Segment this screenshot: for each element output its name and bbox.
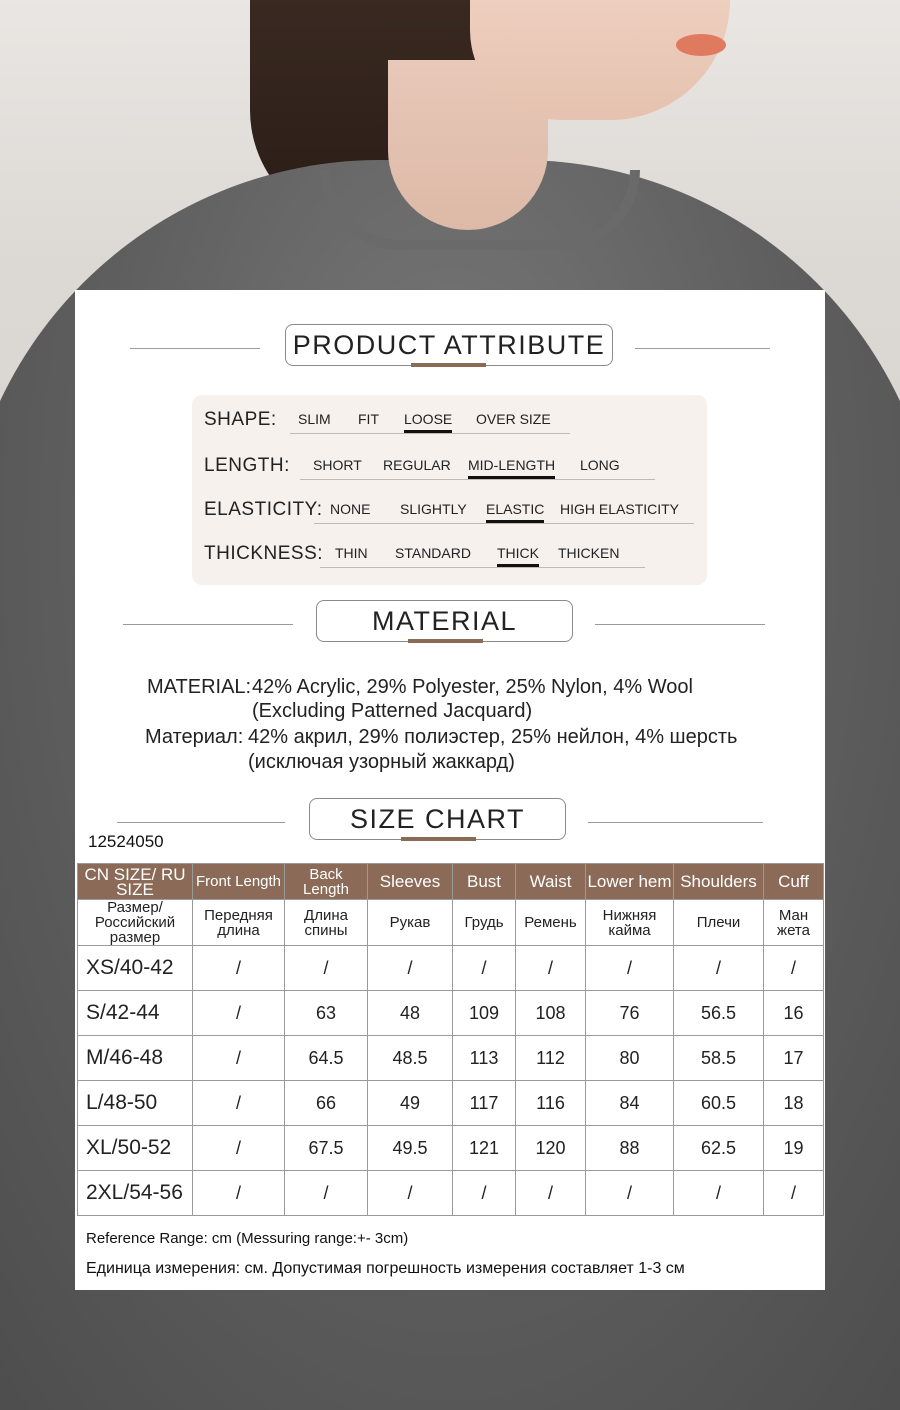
- measure-cell: 60.5: [674, 1081, 764, 1126]
- header-cell-ru: Передняя длина: [193, 900, 285, 946]
- size-rows: [78, 946, 824, 1216]
- table-row: [78, 1036, 824, 1081]
- size-label-cell: XL/50-52: [78, 1126, 193, 1171]
- measure-cell: 112: [516, 1036, 586, 1081]
- header-cell-ru: Ман жета: [764, 900, 824, 946]
- header-cell-ru: Ремень: [516, 900, 586, 946]
- size-chart-header: [75, 798, 825, 848]
- measure-cell: /: [368, 1171, 453, 1216]
- measure-cell: /: [285, 1171, 368, 1216]
- table-row: [78, 991, 824, 1036]
- attr-row-shape: [192, 409, 707, 439]
- lips: [676, 34, 726, 56]
- size-label-cell: S/42-44: [78, 991, 193, 1036]
- measure-cell: /: [193, 946, 285, 991]
- measure-cell: 58.5: [674, 1036, 764, 1081]
- header-cell: Cuff: [764, 864, 824, 900]
- measure-cell: 113: [453, 1036, 516, 1081]
- measure-cell: /: [193, 1036, 285, 1081]
- measure-cell: /: [193, 1171, 285, 1216]
- header-cell: Sleeves: [368, 864, 453, 900]
- measure-cell: /: [674, 946, 764, 991]
- size-label-cell: 2XL/54-56: [78, 1171, 193, 1216]
- material-en-note: (Excluding Patterned Jacquard): [252, 700, 533, 722]
- header-cell-ru: Грудь: [453, 900, 516, 946]
- reference-note-ru: Единица измерения: см. Допустимая погрешность измерения составляет 1-3 см: [86, 1260, 685, 1277]
- measure-cell: /: [193, 1081, 285, 1126]
- length-label: LENGTH:: [204, 455, 290, 476]
- attr-row-thickness: [192, 543, 707, 573]
- measure-cell: /: [674, 1171, 764, 1216]
- divider-right: [635, 348, 770, 349]
- measure-cell: 109: [453, 991, 516, 1036]
- measure-cell: 48.5: [368, 1036, 453, 1081]
- elasticity-option: SLIGHTLY: [400, 501, 467, 517]
- measure-cell: /: [285, 946, 368, 991]
- thickness-option: STANDARD: [395, 545, 471, 561]
- header-row-en: [78, 864, 824, 900]
- length-option-selected: MID-LENGTH: [468, 457, 556, 473]
- elasticity-option-selected: ELASTIC: [486, 501, 545, 517]
- thickness-option-selected: THICK: [497, 545, 539, 561]
- header-cell: Bust: [453, 864, 516, 900]
- title-accent: [408, 639, 483, 643]
- measure-cell: 49.5: [368, 1126, 453, 1171]
- reference-note-en: Reference Range: cm (Messuring range:+- 3cm): [86, 1230, 409, 1247]
- size-label-cell: XS/40-42: [78, 946, 193, 991]
- shape-option: SLIM: [298, 411, 331, 427]
- measure-cell: /: [764, 946, 824, 991]
- material-en-text: 42% Acrylic, 29% Polyester, 25% Nylon, 4% Wool: [252, 676, 693, 698]
- measure-cell: /: [193, 991, 285, 1036]
- measure-cell: 18: [764, 1081, 824, 1126]
- measure-cell: 63: [285, 991, 368, 1036]
- measure-cell: /: [764, 1171, 824, 1216]
- product-code: 12524050: [88, 832, 164, 851]
- thickness-label: THICKNESS:: [204, 543, 324, 564]
- measure-cell: 66: [285, 1081, 368, 1126]
- measure-cell: 84: [586, 1081, 674, 1126]
- attribute-panel: [192, 395, 707, 585]
- measure-cell: 117: [453, 1081, 516, 1126]
- title-accent: [401, 837, 476, 841]
- shape-option: FIT: [358, 411, 379, 427]
- measure-cell: /: [586, 946, 674, 991]
- table-row: [78, 1171, 824, 1216]
- material-header: [75, 600, 825, 650]
- measure-cell: 62.5: [674, 1126, 764, 1171]
- measure-cell: 19: [764, 1126, 824, 1171]
- product-attribute-header: [75, 324, 825, 374]
- header-cell-ru: Плечи: [674, 900, 764, 946]
- product-attribute-title: PRODUCT ATTRIBUTE: [285, 324, 613, 366]
- shape-option: OVER SIZE: [476, 411, 551, 427]
- table-row: [78, 1126, 824, 1171]
- table-row: [78, 946, 824, 991]
- header-cell: Lower hem: [586, 864, 674, 900]
- length-option: SHORT: [313, 457, 362, 473]
- measure-cell: 88: [586, 1126, 674, 1171]
- length-option: REGULAR: [383, 457, 451, 473]
- length-option: LONG: [580, 457, 620, 473]
- size-label-cell: L/48-50: [78, 1081, 193, 1126]
- measure-cell: 48: [368, 991, 453, 1036]
- shape-option-selected: LOOSE: [404, 411, 453, 427]
- header-row-ru: [78, 900, 824, 946]
- elasticity-option: HIGH ELASTICITY: [560, 501, 680, 517]
- material-ru-note: (исключая узорный жаккард): [248, 751, 515, 773]
- info-card: [75, 290, 825, 1290]
- header-cell: Back Length: [285, 864, 368, 900]
- header-cell: CN SIZE/ RU SIZE: [78, 864, 193, 900]
- measure-cell: 64.5: [285, 1036, 368, 1081]
- measure-cell: 17: [764, 1036, 824, 1081]
- measure-cell: /: [368, 946, 453, 991]
- elasticity-label: ELASTICITY:: [204, 499, 323, 520]
- measure-cell: /: [516, 1171, 586, 1216]
- material-en-label: MATERIAL:: [147, 676, 252, 698]
- material-ru-label: Материал:: [145, 726, 244, 748]
- divider-left: [130, 348, 260, 349]
- shape-label: SHAPE:: [204, 409, 277, 430]
- title-accent: [411, 363, 486, 367]
- measure-cell: /: [453, 946, 516, 991]
- measure-cell: /: [516, 946, 586, 991]
- measure-cell: /: [193, 1126, 285, 1171]
- header-cell: Waist: [516, 864, 586, 900]
- size-label-cell: M/46-48: [78, 1036, 193, 1081]
- attr-row-elasticity: [192, 499, 707, 529]
- header-cell-ru: Длина спины: [285, 900, 368, 946]
- face: [470, 0, 730, 120]
- measure-cell: 49: [368, 1081, 453, 1126]
- header-cell-ru: Размер/ Российский размер: [78, 900, 193, 946]
- thickness-option: THIN: [335, 545, 368, 561]
- measure-cell: 116: [516, 1081, 586, 1126]
- material-title: MATERIAL: [316, 600, 573, 642]
- table-row: [78, 1081, 824, 1126]
- header-cell: Shoulders: [674, 864, 764, 900]
- measure-cell: 80: [586, 1036, 674, 1081]
- measure-cell: 108: [516, 991, 586, 1036]
- header-cell-ru: Нижняя кайма: [586, 900, 674, 946]
- measure-cell: 121: [453, 1126, 516, 1171]
- header-cell-ru: Рукав: [368, 900, 453, 946]
- size-chart-title: SIZE CHART: [309, 798, 566, 840]
- measure-cell: /: [586, 1171, 674, 1216]
- header-cell: Front Length: [193, 864, 285, 900]
- sweater-collar: [320, 170, 640, 250]
- elasticity-option: NONE: [330, 501, 371, 517]
- material-ru-text: 42% акрил, 29% полиэстер, 25% нейлон, 4% шерсть: [248, 726, 738, 748]
- measure-cell: 67.5: [285, 1126, 368, 1171]
- measure-cell: /: [453, 1171, 516, 1216]
- measure-cell: 76: [586, 991, 674, 1036]
- thickness-option: THICKEN: [558, 545, 620, 561]
- size-table: [77, 863, 824, 1216]
- measure-cell: 56.5: [674, 991, 764, 1036]
- measure-cell: 120: [516, 1126, 586, 1171]
- measure-cell: 16: [764, 991, 824, 1036]
- attr-row-length: [192, 455, 707, 485]
